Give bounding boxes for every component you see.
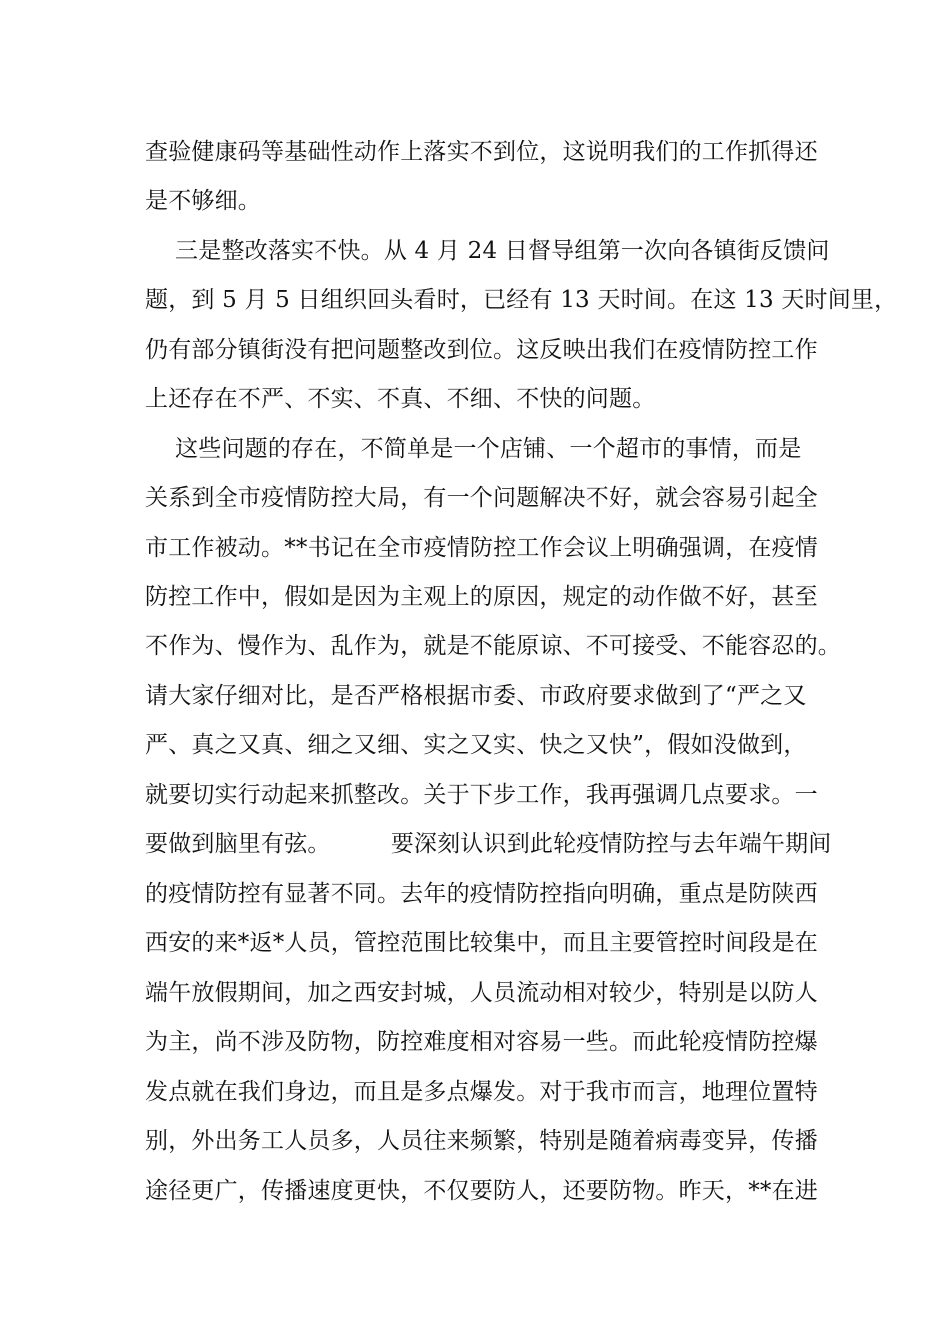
text-line: 三是整改落实不快。从 4 月 24 日督导组第一次向各镇街反馈问 [145, 238, 830, 264]
text-line: 西安的来*返*人员，管控范围比较集中，而且主要管控时间段是在 [145, 930, 818, 956]
text-line: 防控工作中，假如是因为主观上的原因，规定的动作做不好，甚至 [145, 584, 818, 610]
text-line: 途径更广，传播速度更快，不仅要防人，还要防物。昨天，**在进 [145, 1178, 818, 1204]
text-line: 端午放假期间，加之西安封城，人员流动相对较少，特别是以防人 [145, 980, 818, 1006]
text-line: 不作为、慢作为、乱作为，就是不能原谅、不可接受、不能容忍的。 [145, 633, 841, 659]
text-line: 查验健康码等基础性动作上落实不到位，这说明我们的工作抓得还 [145, 139, 818, 165]
text-line: 上还存在不严、不实、不真、不细、不快的问题。 [145, 386, 656, 412]
text-line: 题，到 5 月 5 日组织回头看时，已经有 13 天时间。在这 13 天时间里， [145, 287, 898, 313]
text-line: 就要切实行动起来抓整改。关于下步工作，我再强调几点要求。一 [145, 782, 818, 808]
text-line: 要做到脑里有弦。 要深刻认识到此轮疫情防控与去年端午期间 [145, 831, 832, 857]
text-line: 这些问题的存在，不简单是一个店铺、一个超市的事情，而是 [145, 436, 802, 462]
text-line: 严、真之又真、细之又细、实之又实、快之又快”，假如没做到， [145, 732, 807, 758]
text-line: 关系到全市疫情防控大局，有一个问题解决不好，就会容易引起全 [145, 485, 818, 511]
text-line: 请大家仔细对比，是否严格根据市委、市政府要求做到了“严之又 [145, 683, 807, 709]
text-line: 市工作被动。**书记在全市疫情防控工作会议上明确强调，在疫情 [145, 535, 818, 561]
text-line: 为主，尚不涉及防物，防控难度相对容易一些。而此轮疫情防控爆 [145, 1029, 818, 1055]
text-line: 别，外出务工人员多，人员往来频繁，特别是随着病毒变异，传播 [145, 1128, 818, 1154]
text-line: 发点就在我们身边，而且是多点爆发。对于我市而言，地理位置特 [145, 1079, 818, 1105]
text-line: 仍有部分镇街没有把问题整改到位。这反映出我们在疫情防控工作 [145, 337, 818, 363]
text-line: 是不够细。 [145, 188, 261, 214]
text-line: 的疫情防控有显著不同。去年的疫情防控指向明确，重点是防陕西 [145, 881, 818, 907]
